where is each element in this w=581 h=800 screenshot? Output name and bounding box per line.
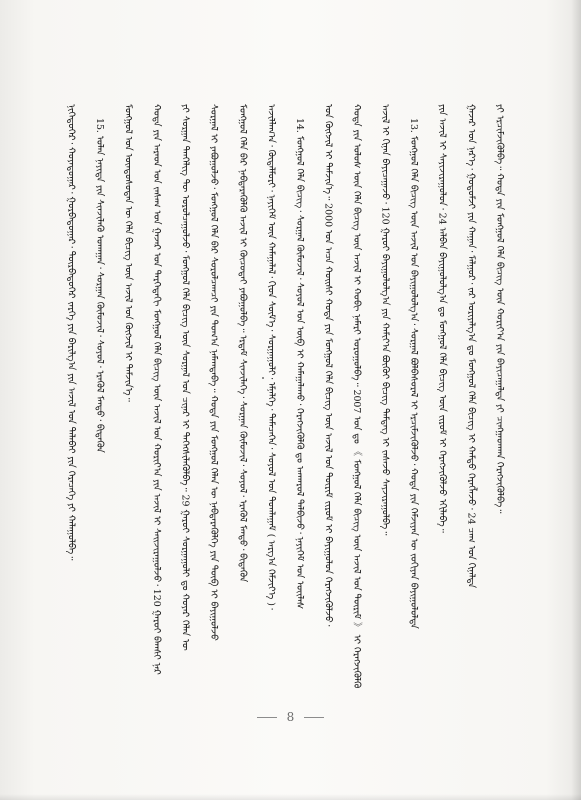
text-column: ᠬᠣᠲᠠ ᠶᠢᠨ ᠤᠯᠤᠰ ᠦᠨ ᠬᠡᠯᠡ ᠪᠢᠴᠢᠭ ᠦᠨ ᠠᠵᠢᠯ ᠢ ᠬᠤᠪᠢ ᠨᠡᠮᠡᠷᠢ ᠣᠷᠣᠭᠤᠯᠪᠠ᠃ 2007 ᠣᠨ ᠳᠤ 《 ᠮᠣᠩᠭᠣᠯ ᠬᠡᠯᠡ ᠪᠢᠴᠢᠭ ᠦᠨ ᠠᠵᠢᠯ ᠤᠨ ᠳᠦᠷᠢᠮ 》 ᠢ ᠬᠡᠷᠡᠭᠵᠢᠭᠦᠯᠬᠦ bbox=[351, 104, 363, 689]
scan-speck bbox=[262, 377, 264, 379]
text-column: ᠮᠣᠩᠭᠣᠯ ᠤᠨ ᠦᠨᠳᠦᠰᠦᠲᠡᠨ ᠦ ᠬᠡᠯᠡ ᠪᠢᠴᠢᠭ ᠦᠨ ᠠᠵᠢᠯ ᠤᠨ ᠬᠥᠭᠵᠢᠯ ᠢ ᠳᠡᠮᠵᠢᠨ᠎ᠡ᠃ bbox=[122, 104, 134, 402]
text-column: 15. ᠤᠯᠠᠨ ᠨᠡᠶᠢᠲᠡ ᠶᠢᠨ ᠰᠢᠨᠵᠢᠯᠡᠬᠦ ᠤᠬᠠᠭᠠᠨ᠂ ᠰᠤᠷᠭᠠᠨ ᠬᠥᠮᠦᠵᠢᠯ᠂ ᠰᠣᠶᠤᠯ᠂ ᠡᠷᠡᠭᠦᠯ ᠮᠡᠨᠳᠦ᠂ ᠪᠢᠳᠡᠭᠦᠨ bbox=[93, 118, 105, 453]
text-column: 14. ᠮᠣᠩᠭᠣᠯ ᠬᠡᠯᠡ ᠪᠢᠴᠢᠭ᠂ ᠰᠤᠷᠭᠠᠯ ᠬᠥᠮᠦᠵᠢᠯ᠂ ᠰᠣᠶᠤᠯ ᠤᠨ ᠥᠪ ᠢ ᠬᠠᠮᠠᠭᠠᠯᠠᠬᠤ᠂ ᠬᠡᠷᠡᠭᠵᠢᠭᠦᠯᠬᠦ ᠳᠤ ᠠᠨᠬᠠᠷᠤᠯ ᠲᠠᠯᠪᠢᠵᠤ᠂ ᠨᠡᠶᠢᠭᠡᠮ ᠤᠨ ᠦᠢᠯᠡᠰ bbox=[293, 118, 305, 610]
footer-dash-right bbox=[304, 717, 324, 718]
text-column: ᠭᠠᠵᠠᠷ ᠤᠨ ᠨᠡᠷ᠎ᠡ᠂ ᠭᠤᠳᠤᠮᠵᠢ ᠶᠢᠨ ᠬᠠᠭᠠᠨ᠂ ᠮᠠᠯᠭᠤᠷ᠂ ᠵᠠᠷ ᠤᠷᠢᠶᠠᠯᠭ᠎ᠠ ᠳᠤ ᠮᠣᠩᠭᠣᠯ ᠬᠡᠯᠡ ᠪᠢᠴᠢᠭ ᠢ ᠬᠠᠮᠲᠤ ᠬᠡᠷᠡᠭᠯᠡᠵᠦ᠂ 24 ᠴᠠᠭ ᠤᠨ ᠬᠢᠨᠠᠯᠲᠠ bbox=[465, 104, 477, 589]
page-shadow-right bbox=[571, 0, 581, 800]
text-column: ᠮᠣᠩᠭᠣᠯ ᠬᠡᠯᠡ ᠪᠡᠷ ᠨᠡᠪᠲᠡᠷᠡᠭᠦᠯᠬᠦ ᠠᠵᠢᠯ ᠢ ᠬᠦᠴᠦᠲᠡᠶ ᠶᠠᠪᠤᠭᠤᠯᠪᠠ᠃ ᠡᠷᠳᠡᠮ ᠰᠢᠨᠵᠢᠯᠡᠭᠡ᠂ ᠰᠤᠷᠭᠠᠨ ᠬᠥᠮᠦᠵᠢᠯ᠂ ᠰᠣᠶᠤᠯ᠂ ᠡᠷᠡᠭᠦᠯ ᠮᠡᠨᠳᠦ᠂ ᠪᠢᠳᠡᠭᠦᠨ bbox=[236, 104, 248, 583]
text-column: ᠶᠢ ᠰᠤᠷᠭᠠᠨ ᠲᠡᠨᠭᠡᠯᠢᠭ ᠲᠦ ᠣᠷᠣᠯᠴᠠᠭᠤᠯᠵᠤ᠂ ᠮᠣᠩᠭᠣᠯ ᠬᠡᠯᠡ ᠪᠢᠴᠢᠭ ᠦᠨ ᠰᠤᠷᠭᠠᠯ ᠤᠨ ᠴᠢᠨᠠᠷ ᠢ ᠳᠡᠭᠡᠭᠰᠢᠯᠡᠭᠦᠯᠪᠡ᠃ 29 ᠭᠠᠷᠤᠢ ᠰᠤᠷᠭᠠᠭᠤᠯᠢ ᠳᠤ ᠬᠣᠶᠠᠷ ᠬᠡᠯᠡᠨ ᠦ bbox=[179, 104, 191, 651]
text-column: 13. ᠮᠣᠩᠭᠣᠯ ᠬᠡᠯᠡ ᠪᠢᠴᠢᠭ ᠦᠨ ᠠᠵᠢᠯ ᠤᠨ ᠪᠠᠶᠢᠭᠤᠯᠤᠯᠭ᠎ᠠ᠂ ᠰᠤᠷᠭᠠᠯ ᠪᠣᠯᠪᠠᠰᠤᠷᠠᠯ ᠢ ᠡᠷᠴᠢᠮᠵᠢᠭᠦᠯᠵᠦ᠂ ᠬᠣᠲᠠ ᠶᠢᠨ ᠬᠡᠮᠵᠢᠶᠡᠨ ᠦ ᠵᠣᠬᠢᠶᠠᠨ ᠪᠠᠶᠢᠭᠤᠯᠤᠯᠲᠠ bbox=[408, 118, 420, 629]
text-column: ᠰᠤᠷᠭᠠᠯ ᠢ ᠶᠠᠪᠤᠭᠤᠯᠵᠤ᠂ ᠮᠣᠩᠭᠣᠯ ᠬᠡᠯᠡ ᠪᠡᠷ ᠰᠤᠷᠤᠯᠴᠠᠭᠴᠢ ᠶᠢᠨ ᠲᠣᠭ᠎ᠠ ᠨᠡᠮᠡᠭ᠍ᠳᠡᠪᠡ᠃ ᠬᠣᠲᠠ ᠶᠢᠨ ᠮᠣᠩᠭᠣᠯ ᠬᠡᠯᠡᠨ ᠦ ᠨᠡᠪᠲᠡᠷᠡᠭᠦᠯᠭᠡ ᠶᠢᠨ ᠲᠥᠪ ᠢ ᠪᠠᠶᠢᠭᠤᠯᠵᠤ bbox=[208, 104, 220, 641]
text-column: ᠶᠢᠨ ᠠᠵᠢᠯ ᠢ ᠰᠠᠶᠢᠵᠢᠷᠠᠭᠤᠯᠤᠨ᠂ 24 ᠠᠯᠪᠠᠨ ᠪᠠᠶᠢᠭᠤᠯᠤᠯᠭ᠎ᠠ ᠳᠤ ᠮᠣᠩᠭᠣᠯ ᠬᠡᠯᠡ ᠪᠢᠴᠢᠭ ᠦᠨ ᠵᠢᠷᠤᠮ ᠢ ᠬᠡᠷᠡᠭᠵᠢᠭᠦᠯᠵᠦ ᠡᠬᠢᠯᠡᠪᠡ᠃ bbox=[436, 104, 448, 533]
text-column: ᠨᠢᠭᠡᠳᠦᠭᠡᠷ᠂ ᠬᠣᠶᠠᠳᠤᠭᠠᠷ᠂ ᠭᠤᠷᠪᠠᠳᠤᠭᠠᠷ᠂ ᠳᠥᠷᠪᠡᠳᠦᠭᠡᠷ ᠵᠡᠷᠭᠡ ᠶᠢᠨ ᠪᠠᠷᠢᠯᠭ᠎ᠠ ᠶᠢᠨ ᠠᠵᠢᠯ ᠤᠨ ᠲᠠᠯᠠᠪᠠᠢ ᠶᠢᠨ ᠭᠡᠷᠡᠴᠡᠭᠡ ᠶᠢ ᠬᠠᠯᠠᠭᠤᠯᠪᠠ᠃ bbox=[65, 104, 77, 561]
page-number: 8 bbox=[286, 710, 295, 724]
page-shadow-bottom bbox=[0, 794, 581, 800]
text-column: ᠤᠨ ᠬᠥᠭᠵᠢᠯ ᠢ ᠳᠡᠮᠵᠢᠨ᠎ᠡ᠃ 2000 ᠣᠨ ᠠᠴᠠ ᠬᠣᠢᠰᠢ ᠬᠣᠲᠠ ᠶᠢᠨ ᠮᠣᠩᠭᠣᠯ ᠬᠡᠯᠡ ᠪᠢᠴᠢᠭ ᠦᠨ ᠠᠵᠢᠯ ᠤᠨ ᠳᠦᠷᠢᠮ ᠵᠢᠷᠤᠮ ᠢ ᠪᠠᠶᠢᠭᠤᠯᠤᠨ ᠬᠡᠷᠡᠭᠵᠢᠭᠦᠯᠵᠦ᠂ bbox=[322, 104, 334, 627]
text-column: ᠶᠢ ᠡᠷᠴᠢᠮᠵᠢᠭᠦᠯᠪᠡ᠃ ᠬᠣᠲᠠ ᠶᠢᠨ ᠮᠣᠩᠭᠣᠯ ᠬᠡᠯᠡ ᠪᠢᠴᠢᠭ ᠦᠨ ᠬᠣᠷᠢᠶ᠎ᠠ ᠶᠢᠨ ᠪᠠᠶᠢᠴᠠᠭᠠᠯᠲᠠ ᠶᠢ ᠴᠢᠩᠭᠠᠳᠬᠠᠨ ᠬᠡᠷᠡᠭᠵᠢᠭᠦᠯᠪᠡ᠃ bbox=[493, 104, 505, 514]
mongolian-text-block bbox=[66, 104, 504, 702]
page-footer bbox=[0, 707, 581, 727]
text-column: ᠠᠵᠢᠯ ᠢ ᠬᠢᠨᠠᠨ ᠪᠠᠶᠢᠴᠠᠭᠠᠵᠤ᠂ 120 ᠭᠠᠷᠤᠢ ᠪᠠᠶᠢᠭᠤᠯᠤᠯᠭ᠎ᠠ ᠶᠢᠨ ᠬᠠᠮᠢᠶ᠎ᠠ ᠪᠦᠬᠦᠢ ᠪᠢᠴᠢᠭ ᠲᠡᠮᠳᠡᠭ ᠢ ᠵᠠᠰᠠᠵᠤ ᠰᠠᠶᠵᠢᠷᠠᠭᠤᠯᠪᠠ᠃ bbox=[379, 104, 391, 536]
text-column: ᠠᠵᠢᠯᠯᠠᠭ᠎ᠠ᠂ ᠬᠥᠳᠡᠯᠮᠦᠷᠢ᠂ ᠨᠡᠶᠢᠭᠡᠮ ᠦᠨ ᠬᠠᠮᠠᠭᠠᠯᠠᠯ᠂ ᠬᠢᠳ ᠰᠦᠮ᠎ᠡ᠂ ᠰᠤᠷᠭᠠᠭᠤᠯᠢ᠂ ᠡᠮᠨᠡᠯᠭᠡ᠂ ᠲᠡᠮᠡᠴᠡᠭᠡᠨ᠂ ᠰᠣᠶᠤᠯ ᠤᠨ ᠲᠣᠭᠯᠠᠭᠠᠮ ( ᠠᠷᠭ᠎ᠠ ᠬᠡᠮᠵᠢᠶ᠎ᠡ )᠂ bbox=[265, 104, 277, 610]
footer-dash-left bbox=[257, 717, 277, 718]
text-column: ᠬᠣᠲᠠ ᠶᠢᠨ ᠠᠷᠠᠳ ᠤᠨ ᠵᠠᠰᠠᠭ ᠤᠨ ᠭᠠᠵᠠᠷ ᠤᠨ ᠳᠡᠷᠭᠡᠳᠡᠬᠢ ᠮᠣᠩᠭᠣᠯ ᠬᠡᠯᠡ ᠪᠢᠴᠢᠭ ᠦᠨ ᠠᠵᠢᠯ ᠤᠨ ᠬᠣᠷᠢᠶ᠎ᠠ ᠶᠢᠨ ᠠᠵᠢᠯ ᠢ ᠰᠠᠢᠵᠢᠷᠠᠭᠤᠯᠵᠤ᠂ 120 ᠭᠠᠷᠤᠢ ᠪᠠᠭᠰᠢ ᠨᠠᠷ bbox=[151, 104, 163, 675]
